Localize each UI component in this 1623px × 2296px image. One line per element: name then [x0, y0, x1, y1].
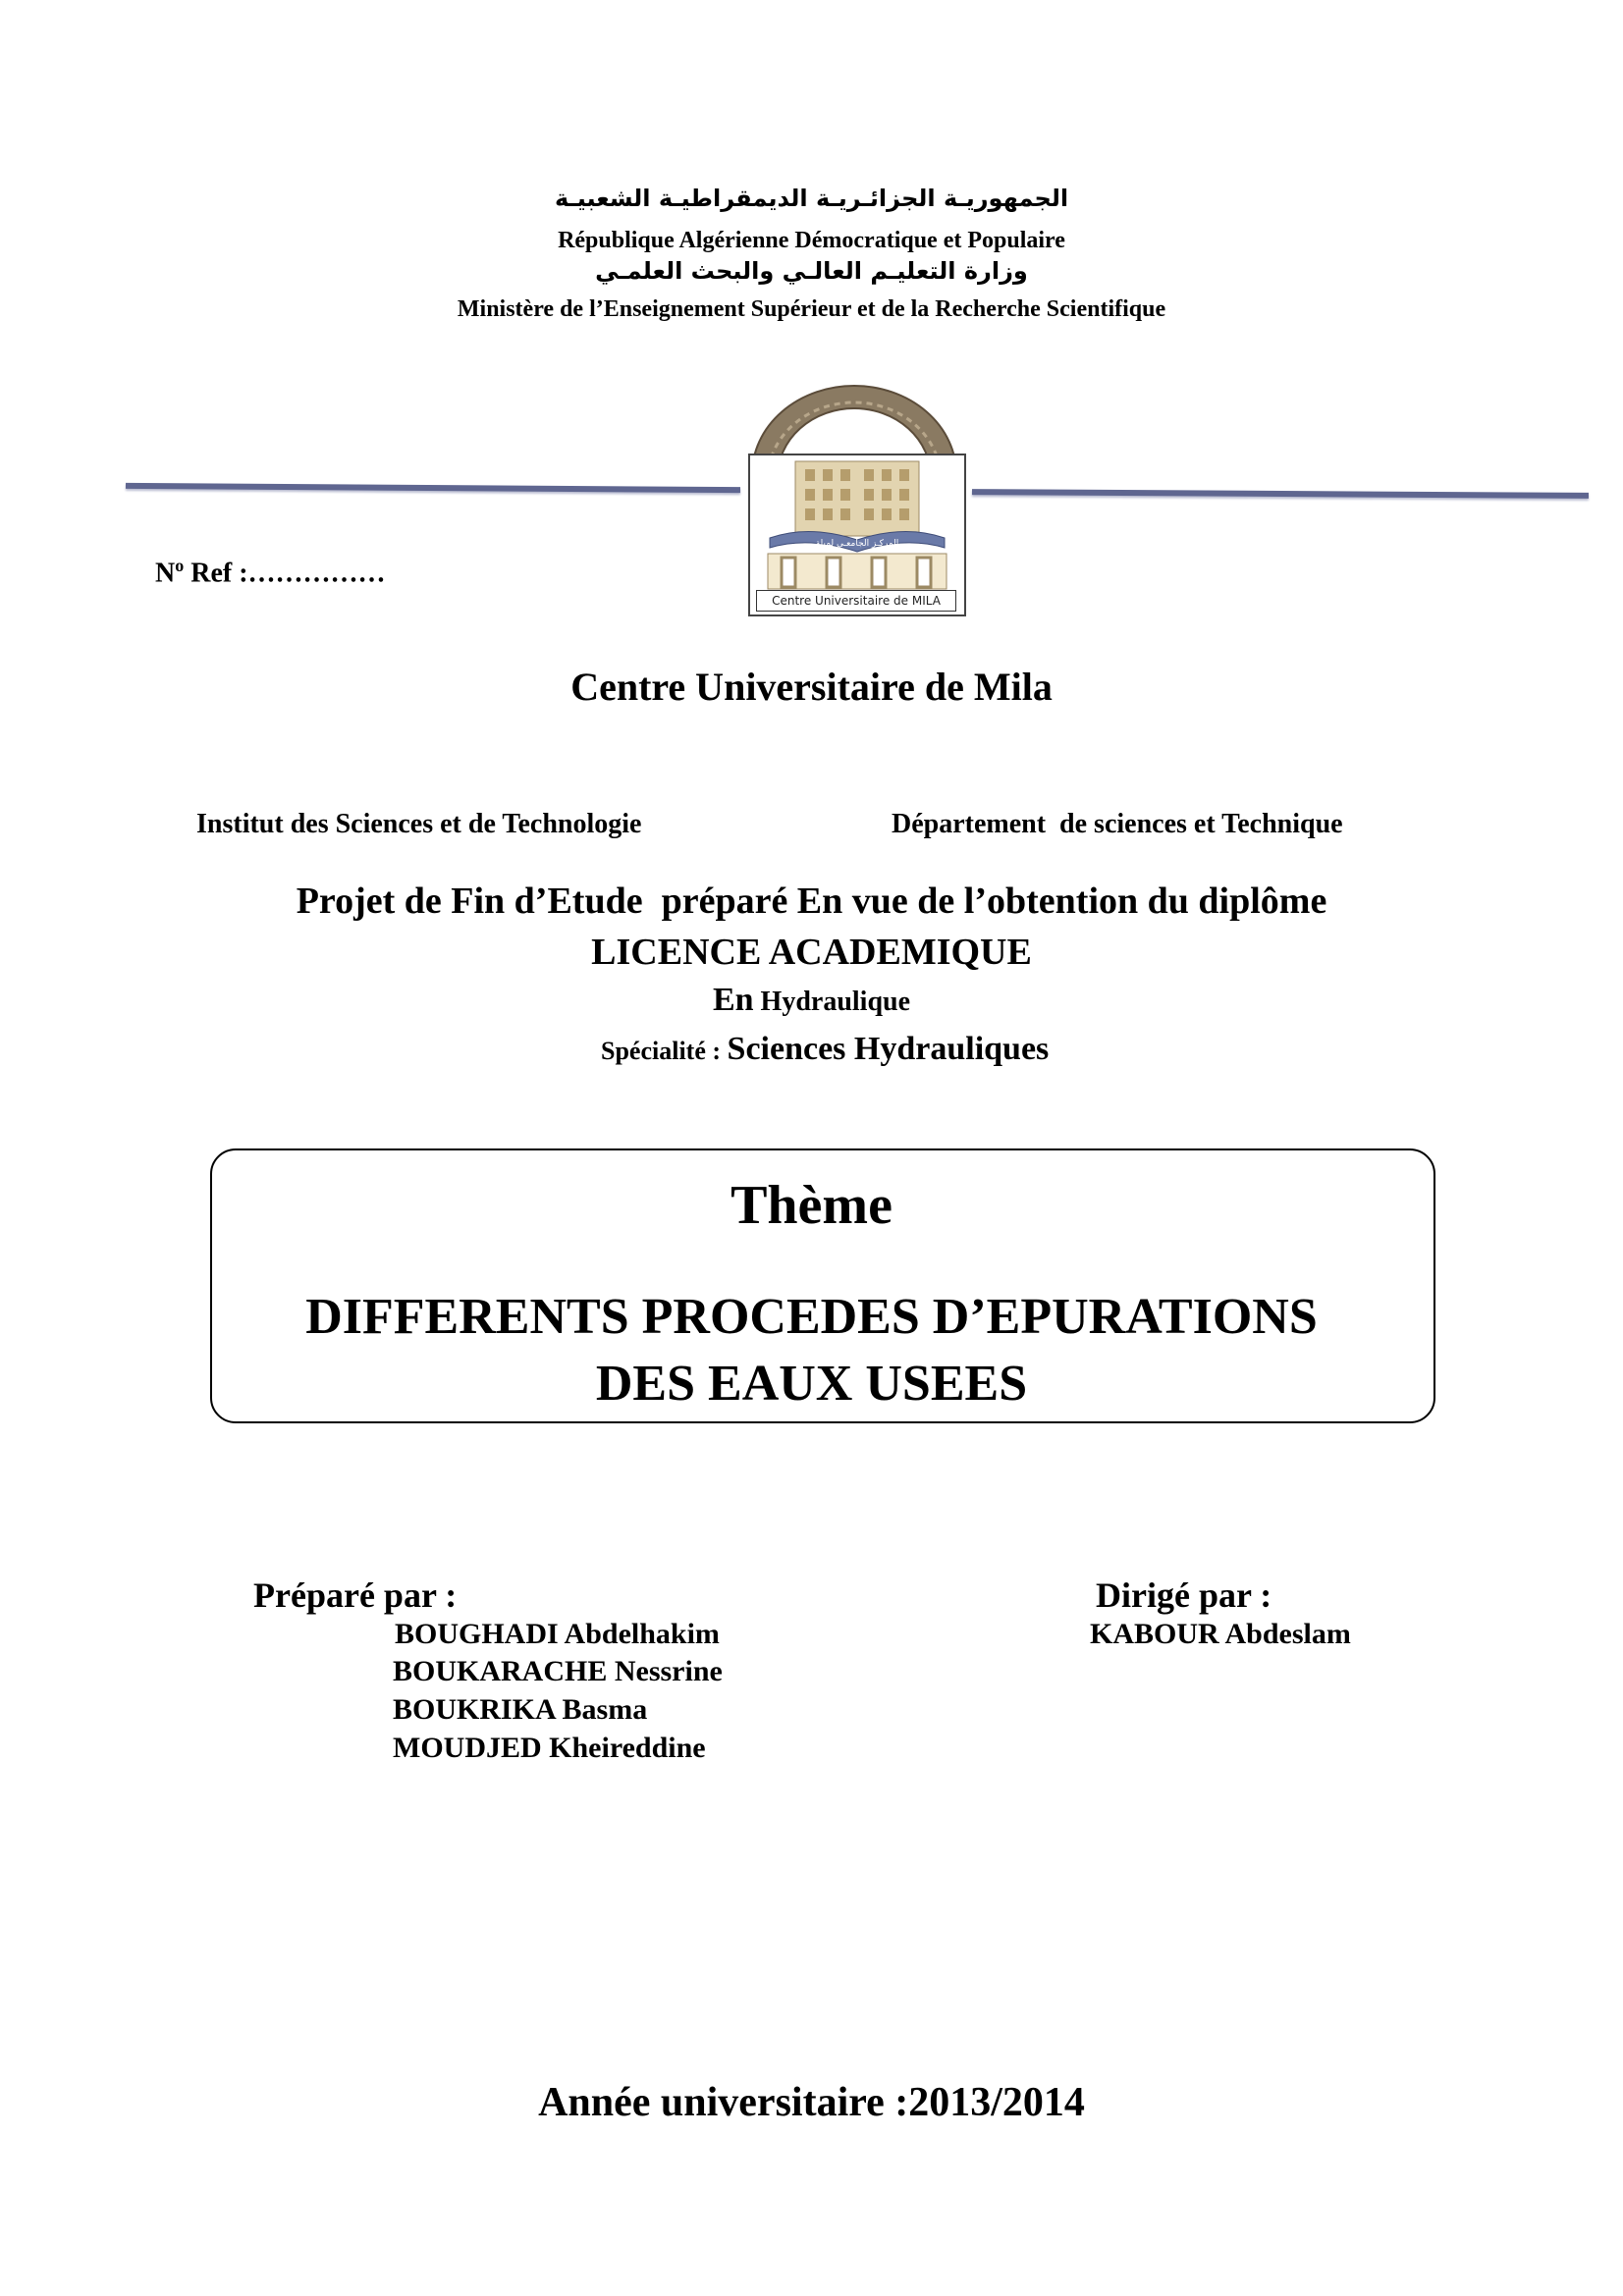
building-icon	[750, 455, 964, 593]
author-name: BOUKARACHE Nessrine	[393, 1655, 723, 1687]
arabic-republic-heading: الجمهوريـة الجزائـريـة الديمقراطيـة الشعبيـة	[554, 185, 1069, 212]
ref-prefix: N	[155, 558, 176, 589]
theme-title-line-2: DES EAUX USEES	[595, 1356, 1028, 1412]
department-name: Département de sciences et Technique	[892, 809, 1343, 839]
specialty-label: Spécialité :	[601, 1037, 728, 1065]
degree-title: LICENCE ACADEMIQUE	[591, 932, 1032, 973]
theme-label: Thème	[730, 1175, 893, 1236]
academic-year: Année universitaire :2013/2014	[538, 2080, 1085, 2125]
reference-number	[155, 556, 386, 589]
author-name: BOUGHADI Abdelhakim	[395, 1618, 720, 1650]
arabic-ministry-heading: وزارة التعليـم العالـي والبحث العلمـي	[595, 257, 1028, 285]
field-value: Hydraulique	[753, 987, 911, 1017]
project-description: Projet de Fin d’Etude préparé En vue de l’obtention du diplôme	[296, 881, 1327, 922]
theme-title-line-1: DIFFERENTS PROCEDES D’EPURATIONS	[305, 1289, 1318, 1345]
ref-superscript: o	[175, 556, 185, 575]
supervisor-name: KABOUR Abdeslam	[1090, 1618, 1351, 1650]
institute-name: Institut des Sciences et de Technologie	[196, 809, 642, 839]
logo-arabic-band: المركـز الجامعـي لميلة	[815, 539, 899, 549]
institution-title: Centre Universitaire de Mila	[570, 665, 1053, 709]
prepared-by-label: Préparé par :	[253, 1575, 458, 1615]
author-name: MOUDJED Kheireddine	[393, 1732, 706, 1764]
field-prefix: En	[712, 982, 754, 1018]
french-ministry-heading: Ministère de l’Enseignement Supérieur et de la Recherche Scientifique	[457, 296, 1166, 322]
specialty-value: Sciences Hydrauliques	[727, 1031, 1050, 1067]
french-republic-heading: République Algérienne Démocratique et Populaire	[558, 228, 1065, 253]
author-name: BOUKRIKA Basma	[393, 1693, 648, 1726]
specialty-line	[601, 1031, 1049, 1068]
logo-caption: Centre Universitaire de MILA	[756, 590, 956, 612]
header-rule-right	[972, 489, 1589, 499]
header-rule-left	[126, 483, 740, 493]
ref-label: Ref :……………	[184, 558, 386, 589]
field-line	[0, 982, 1623, 1019]
directed-by-label: Dirigé par :	[1096, 1575, 1272, 1615]
